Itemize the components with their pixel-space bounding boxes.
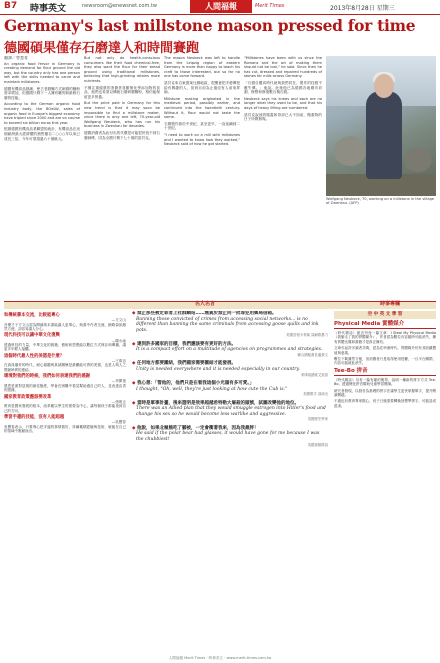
commentary-author: —方文山 [111,318,126,323]
commentary-item [4,354,126,372]
commentary-text: 在資訊爆炸的時代，耐心傾聽與真誠關懷是最難能可貴的美德，也是人與人之間最珍貴的連結。 [4,363,126,372]
quote-item [132,311,328,338]
masthead [0,0,440,15]
commentary-column [4,311,126,655]
article-paragraph: But the price paid in Germany for this new trend is that it may soon be impossible to find a millstone maker, since there is only one left, 70-year-old Wolfgang Neubeck, who has run his business in Zwenkau for decades. [84,101,160,129]
article-paragraph: The mason Neubeck was left to handle from the Leipzig region of eastern Germany is more than happy to teach his craft to those interested, but so far no one has come forward. [164,56,240,79]
commentary-heading: 學習手邊的技能，沒有人能超越 [4,415,65,421]
learning-column [334,311,436,655]
headline-english: Germany's last millstone mason pressed for time [4,16,416,35]
quote-english: I thought, "Oh, well, they're just looking at how cute the Cub is." [136,386,288,392]
learning-text: 數位下載雖然方便，但消費者只是取得使用授權，一旦平台關閉，內容可能就此消失。 [334,357,436,366]
quote-english: There was an Allied plan that they would smuggle estrogen into Hitler's food and change his sex so he would become less warlike and aggressive. [136,406,326,417]
newspaper-logo-sub: Merit Times [255,3,285,9]
article-paragraph: 「石磨自羅馬時代就與我們同在，製作的技藝不應失傳。」他說。此後他已為德國各地磨坊切割、修整和修復數百塊石磨。 [244,80,322,95]
commentary-author: —王偉忠 [111,359,126,364]
quote-chinese: 當時是軍事計畫，後來證明是效果超越希特勒大屠殺的頭號，試圖改變他的地位。 [137,400,300,406]
article-paragraph: 不僅注重健康的消費者喜歡無化學添加物的食品，他們也希望以傳統石磨研磨麵粉，相信能保留更多營養。 [84,85,160,99]
article-paragraph: According to the German organic food industry body, the BOeLW, sales of organic food in Europe's biggest economy have tripled since 2000 and are on course to exceed six billion euros this year. [4,102,80,125]
learning-banner: 空 中 英 文 學 習 [334,311,436,319]
article-column-3 [164,56,240,299]
learning-section-title: Physical Media 實體媒介 [334,321,436,329]
quote-english: Banning those convicted of crimes from accessing social networks... is no different than banning the same criminals from accessing goose quills and ink pots. [136,316,319,333]
commentary-item [4,395,126,413]
quote-source: 英國探險隊員 [307,442,328,447]
learning-text: 研究者發現，以發音為基礎的拼字法讓學生更快掌握單字，提升閱讀興趣。 [334,388,436,398]
commentary-author: —陳水扁 [111,338,126,343]
quote-item [132,401,328,422]
commentary-heading: 壞境對我們的時候，我們如何表達我們的感謝 [4,374,90,380]
article-paragraph: An organic food fervor in Germany is creating demand for flour ground the old way, but the country only has one person left with the skills needed to carve and maintain millstones. [4,61,80,84]
quote-item [132,342,328,358]
issue-date: 2013年8月28日 星期三 [330,5,395,12]
article-paragraph: "Millstones have been with us since the Romans and the art of making them should not be lost," he said. Since then he has cut, dressed and repaired hundreds of stones for mills across Germany. [244,56,322,79]
article-paragraph: Millstone making originated in the medieval period, possibly earlier, and continued into the twentieth century. Without it, flour would not taste the same. [164,96,240,120]
article-column-2 [84,56,160,299]
quote-chinese: 他說，如果北極熊吃了腳被，一定會衝著我來，因為我最胖！ [137,425,259,431]
article-paragraph: 石磨製作源於中世紀，甚至更早，一直延續到二十世紀。 [164,121,240,131]
commentary-heading: 現代科技可以讓中華文化復興 [4,333,60,339]
learning-text: 不過也有教育專家擔心，孩子日後需要轉換回標準拼字，可能造成混淆。 [334,399,436,408]
bullet-icon: ◆ [132,400,136,406]
commentary-item [4,313,126,331]
bullet-icon: ◆ [132,361,136,367]
quote-item [132,361,328,377]
commentary-heading: 國家教育政策應該要改革 [4,394,52,400]
article-column-4 [244,56,322,299]
quote-source: 英國首相卡麥隆 談網路暴力 [286,333,328,338]
quote-source: 美國歌手 談演出 [303,392,328,397]
quote-english: Unity is needed everywhere and it is needed especially in our country. [136,366,300,372]
commentary-text: 感恩是面對逆境的最佳態度，學會在困難中看見幫助過自己的人，並表達由衷的感謝。 [4,383,126,393]
quote-source: 聯合國秘書長潘基文 [297,352,328,357]
learning-text: 《時代雜誌》另有一篇有趣的報導，說明一種新的拼字方式 Tee-Bo，透過簡化拼音幫助兒童學習閱讀。 [334,377,436,387]
quote-source: 英國歷史學家 [307,417,328,422]
bullet-icon: ◆ [132,341,136,347]
contact-email: newsroom@enewsnet.com.tw [82,3,158,9]
quote-chinese: 達到許多國家的目標，我們應該要有更好的方法。 [137,341,237,347]
section-divider [4,301,436,309]
quote-chinese: 禁止那些被定罪者上社群網站……無異於禁止同一批罪犯用郵局信箱。 [137,311,277,316]
commentary-item [4,374,126,392]
millstone-mason-photo [326,56,436,196]
commentary-author: —吳寶春 [111,420,126,425]
newspaper-logo: 人間福報 [190,0,252,13]
commentary-item [4,333,126,351]
commentary-author: —李開復 [111,379,126,384]
quote-item [132,381,328,397]
learning-text: 文章引起許多讀者共鳴，認為在串流時代，實體媒介仍有其收藏價值與意義。 [334,346,436,355]
bullet-icon: ◆ [132,311,136,316]
learning-section-title: Tee-Bo 拼音 [334,368,436,376]
article-paragraph: 德國消費者為此付出的代價是可能很快找不到石磨師傅，因為全國只剩下七十歲的諾貝克。 [84,130,160,140]
column-section-label: 時事專欄 [380,301,401,307]
quote-english: It is a compact effort on a multitude of agencies on programmes and strategies. [136,347,323,353]
quote-source: 菲律賓總統艾奎諾 [300,372,328,377]
quote-english: He said if the polar bear had glasses, it would have gone for me because I was the chubbiest! [136,431,320,442]
quote-item [132,426,328,447]
page-footer: 人間福報 Merit Times ‧ 時事英文 ‧ www.merit-times.com.tw [168,656,272,660]
page-number: B7 [4,1,18,11]
article-paragraph: "I need to work on a mill with millstones and I wanted to know how they worked," Neubeck said of how he got started. [164,132,240,147]
commentary-text: 音樂才子方文山認為閱讀紙本書能讓人更專心，與書中作者交流，網路資訊雖然方便，卻容易讓人分心。 [4,322,126,332]
article-column-1 [4,56,80,299]
commentary-heading: 和傳統書本交流，比較能專心 [4,313,60,318]
article-paragraph: Neubeck says his knees and back are no longer what they used to be, and that his days of heavy lifting are numbered. [244,96,322,110]
commentary-text: 透過科技的力量，中華文化的典籍、藝術和思想能以數位方式保存和傳播，讓更多年輕人接觸。 [4,343,126,352]
article-paragraph: 德國有機食品熱潮，使古老磨麵方式研磨的麵粉需求增加，但德國只剩下一人擁有雕刻和維修石磨的技能。 [4,86,80,100]
commentary-text: 吳寶春表示，只要專心把手邊的事情做好，持續累積經驗與技術，就能在自己的領域中脫穎而出。 [4,424,126,434]
commentary-heading: 這個時代最人性的美德是什麼？ [4,353,65,359]
learning-text: 《時代雜誌》最近刊登一篇文章：I Steal My Physical Media（我偷走了我的實體媒介），作者認為數位內容隨時可能消失，擁有實體光碟和書籍才是真正擁有。 [334,331,436,344]
quotes-section-label: 名人名言 [195,301,216,307]
bullet-icon: ◆ [132,425,136,431]
quote-chinese: 我心想：「管他的，他們只是在看我這個小光頭有多可愛。」 [137,380,255,386]
commentary-author: —張明正 [111,399,126,404]
quotes-column [132,311,328,655]
article-byline: 翻譯／曾慧菁 [4,56,28,60]
article-paragraph: 諾貝克來自東德萊比錫地區，很樂意把手藝傳授給有興趣的人，但到目前為止還沒有人前來拜師。 [164,80,240,95]
headline-chinese: 德國碩果僅存石磨達人和時間賽跑 [4,41,200,56]
article-paragraph: 根據德國有機食品業聯盟的統計，有機食品在這個歐洲最大經濟體的銷售額自二○○○年以來已成長三倍，今年可望超過六十億歐元。 [4,127,80,141]
section-title: 時事英文 [30,4,67,14]
bullet-icon: ◆ [132,380,136,386]
photo-caption: Wolfgang Neubeck, 70, working on a millstone in the village of Zwenkau. (AFP) [326,197,435,206]
quote-chinese: 任何地方都要團結，我們國家需要團結才能發展。 [137,361,237,367]
article-paragraph: 諾貝克說他的膝蓋和背部已大不如前，搬重物的日子所剩無幾。 [244,112,322,122]
commentary-text: 教育是國家發展的根本，改革應以學生的需要為中心，讓每個孩子都能找到自己的方向。 [4,404,126,413]
commentary-item [4,415,126,433]
article-paragraph: But not only do health-conscious consumers like their food chemical-free, they also want the flour for their bread ground using traditional millstones, believing that high-grinding retains more nutrients. [84,56,160,83]
